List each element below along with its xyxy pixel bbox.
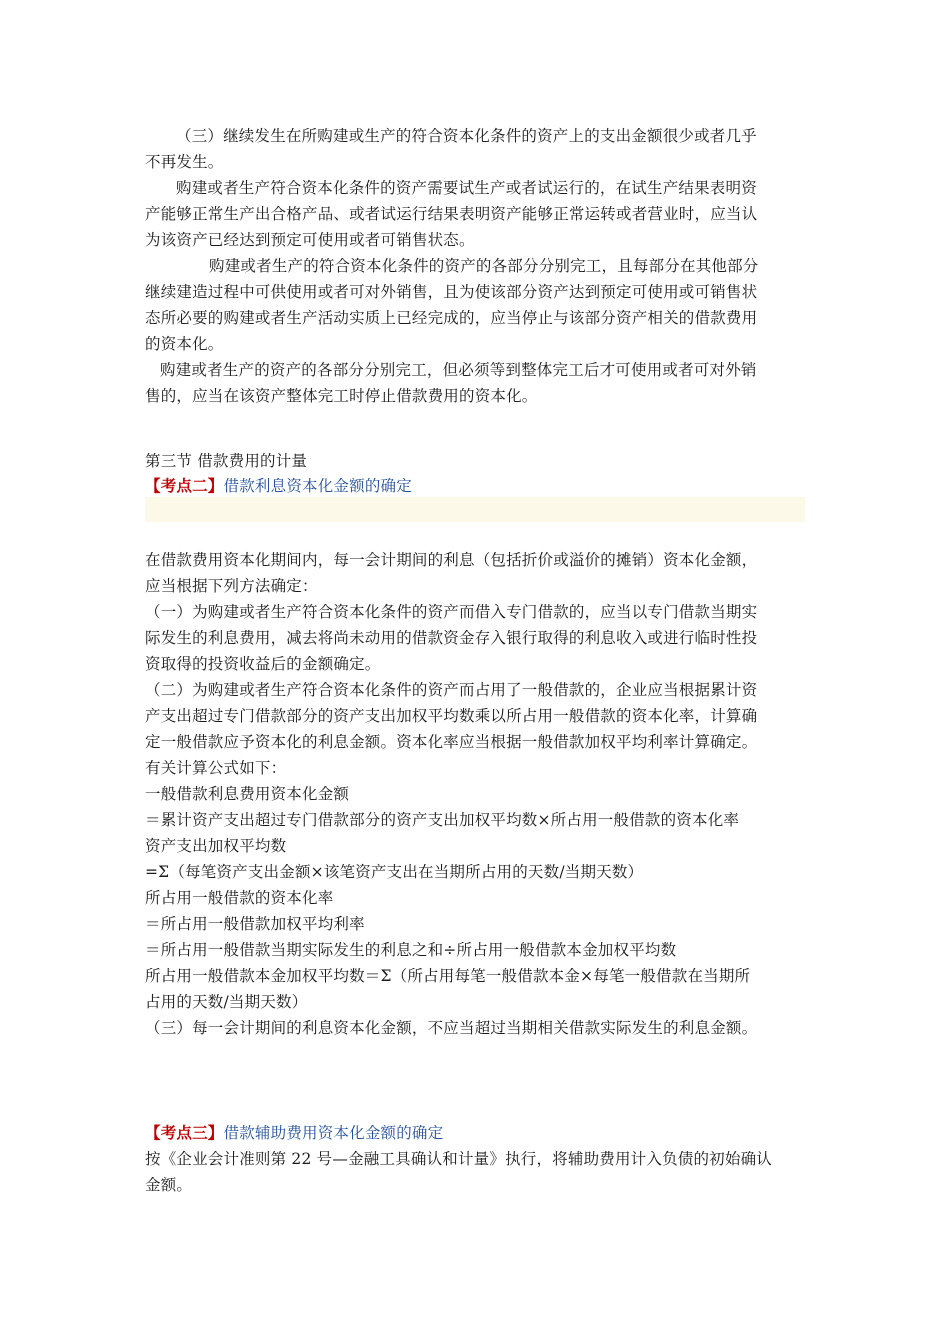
text-line: （三）继续发生在所购建或生产的符合资本化条件的资产上的支出金额很少或者几乎 [176,127,757,145]
kaodian2-tag: 【考点二】 [145,476,224,495]
text-line: 态所必要的购建或者生产活动实质上已经完成的，应当停止与该部分资产相关的借款费用 [145,309,758,327]
formula-line: ＝所占用一般借款当期实际发生的利息之和÷所占用一般借款本金加权平均数 [145,941,677,959]
text-line: （二）为购建或者生产符合资本化条件的资产而占用了一般借款的，企业应当根据累计资 [145,681,758,699]
kaodian2-line [145,473,810,499]
kaodian2-heading [145,473,810,499]
text-line: 产能够正常生产出合格产品、或者试运行结果表明资产能够正常运转或者营业时，应当认 [145,205,758,223]
text-line: 有关计算公式如下： [145,759,287,777]
text-line: 资取得的投资收益后的金额确定。 [145,655,381,673]
kaodian2-title: 借款利息资本化金额的确定 [223,477,412,495]
text-line: 继续建造过程中可供使用或者可对外销售，且为使该部分资产达到预定可使用或可销售状 [145,283,758,301]
text-line: 应当根据下列方法确定： [145,577,318,595]
text-line: 售的，应当在该资产整体完工时停止借款费用的资本化。 [145,387,538,405]
text-line: （三）每一会计期间的利息资本化金额，不应当超过当期相关借款实际发生的利息金额。 [145,1019,758,1037]
formula-line: 占用的天数/当期天数） [145,993,308,1011]
formula-line: ＝所占用一般借款加权平均利率 [145,915,365,933]
paragraph-capitalization-stop [145,123,810,409]
kaodian3-title: 借款辅助费用资本化金额的确定 [223,1124,444,1142]
text-line: 在借款费用资本化期间内，每一会计期间的利息（包括折价或溢价的摊销）资本化金额， [145,551,758,569]
formula-line: 资产支出加权平均数 [145,837,287,855]
section-title-text: 第三节 借款费用的计量 [145,452,308,470]
text-line: 购建或者生产的符合资本化条件的资产的各部分分别完工，且每部分在其他部分 [209,257,759,275]
section-title [145,448,810,474]
formula-line: ＝累计资产支出超过专门借款部分的资产支出加权平均数×所占用一般借款的资本化率 [145,811,740,829]
formula-line: 一般借款利息费用资本化金额 [145,785,350,803]
formula-line: =Σ（每笔资产支出金额×该笔资产支出在当期所占用的天数/当期天数） [145,863,644,881]
highlight-band [145,497,805,522]
text-line: 金额。 [145,1176,193,1194]
text-line: 购建或者生产的资产的各部分分别完工，但必须等到整体完工后才可使用或者可对外销 [160,361,757,379]
text-line: 为该资产已经达到预定可使用或者可销售状态。 [145,231,475,249]
text-line: 不再发生。 [145,153,224,171]
text-line: 产支出超过专门借款部分的资产支出加权平均数乘以所占用一般借款的资本化率，计算确 [145,707,758,725]
text-line: 购建或者生产符合资本化条件的资产需要试生产或者试运行的，在试生产结果表明资 [176,179,757,197]
paragraph-interest-capitalization [145,547,810,1041]
paragraph-auxiliary-cost [145,1146,810,1198]
kaodian3-line [145,1120,810,1146]
text-line: 定一般借款应予资本化的利息金额。资本化率应当根据一般借款加权平均利率计算确定。 [145,733,758,751]
text-line: 按《企业会计准则第 22 号—金融工具确认和计量》执行，将辅助费用计入负债的初始确认 [145,1150,772,1168]
text-line: 的资本化。 [145,335,224,353]
kaodian3-tag: 【考点三】 [145,1123,224,1142]
text-line: 际发生的利息费用，减去将尚未动用的借款资金存入银行取得的利息收入或进行临时性投 [145,629,758,647]
kaodian3-heading [145,1120,810,1146]
formula-line: 所占用一般借款本金加权平均数＝Σ（所占用每笔一般借款本金×每笔一般借款在当期所 [145,967,751,985]
text-line: （一）为购建或者生产符合资本化条件的资产而借入专门借款的，应当以专门借款当期实 [145,603,758,621]
formula-line: 所占用一般借款的资本化率 [145,889,334,907]
